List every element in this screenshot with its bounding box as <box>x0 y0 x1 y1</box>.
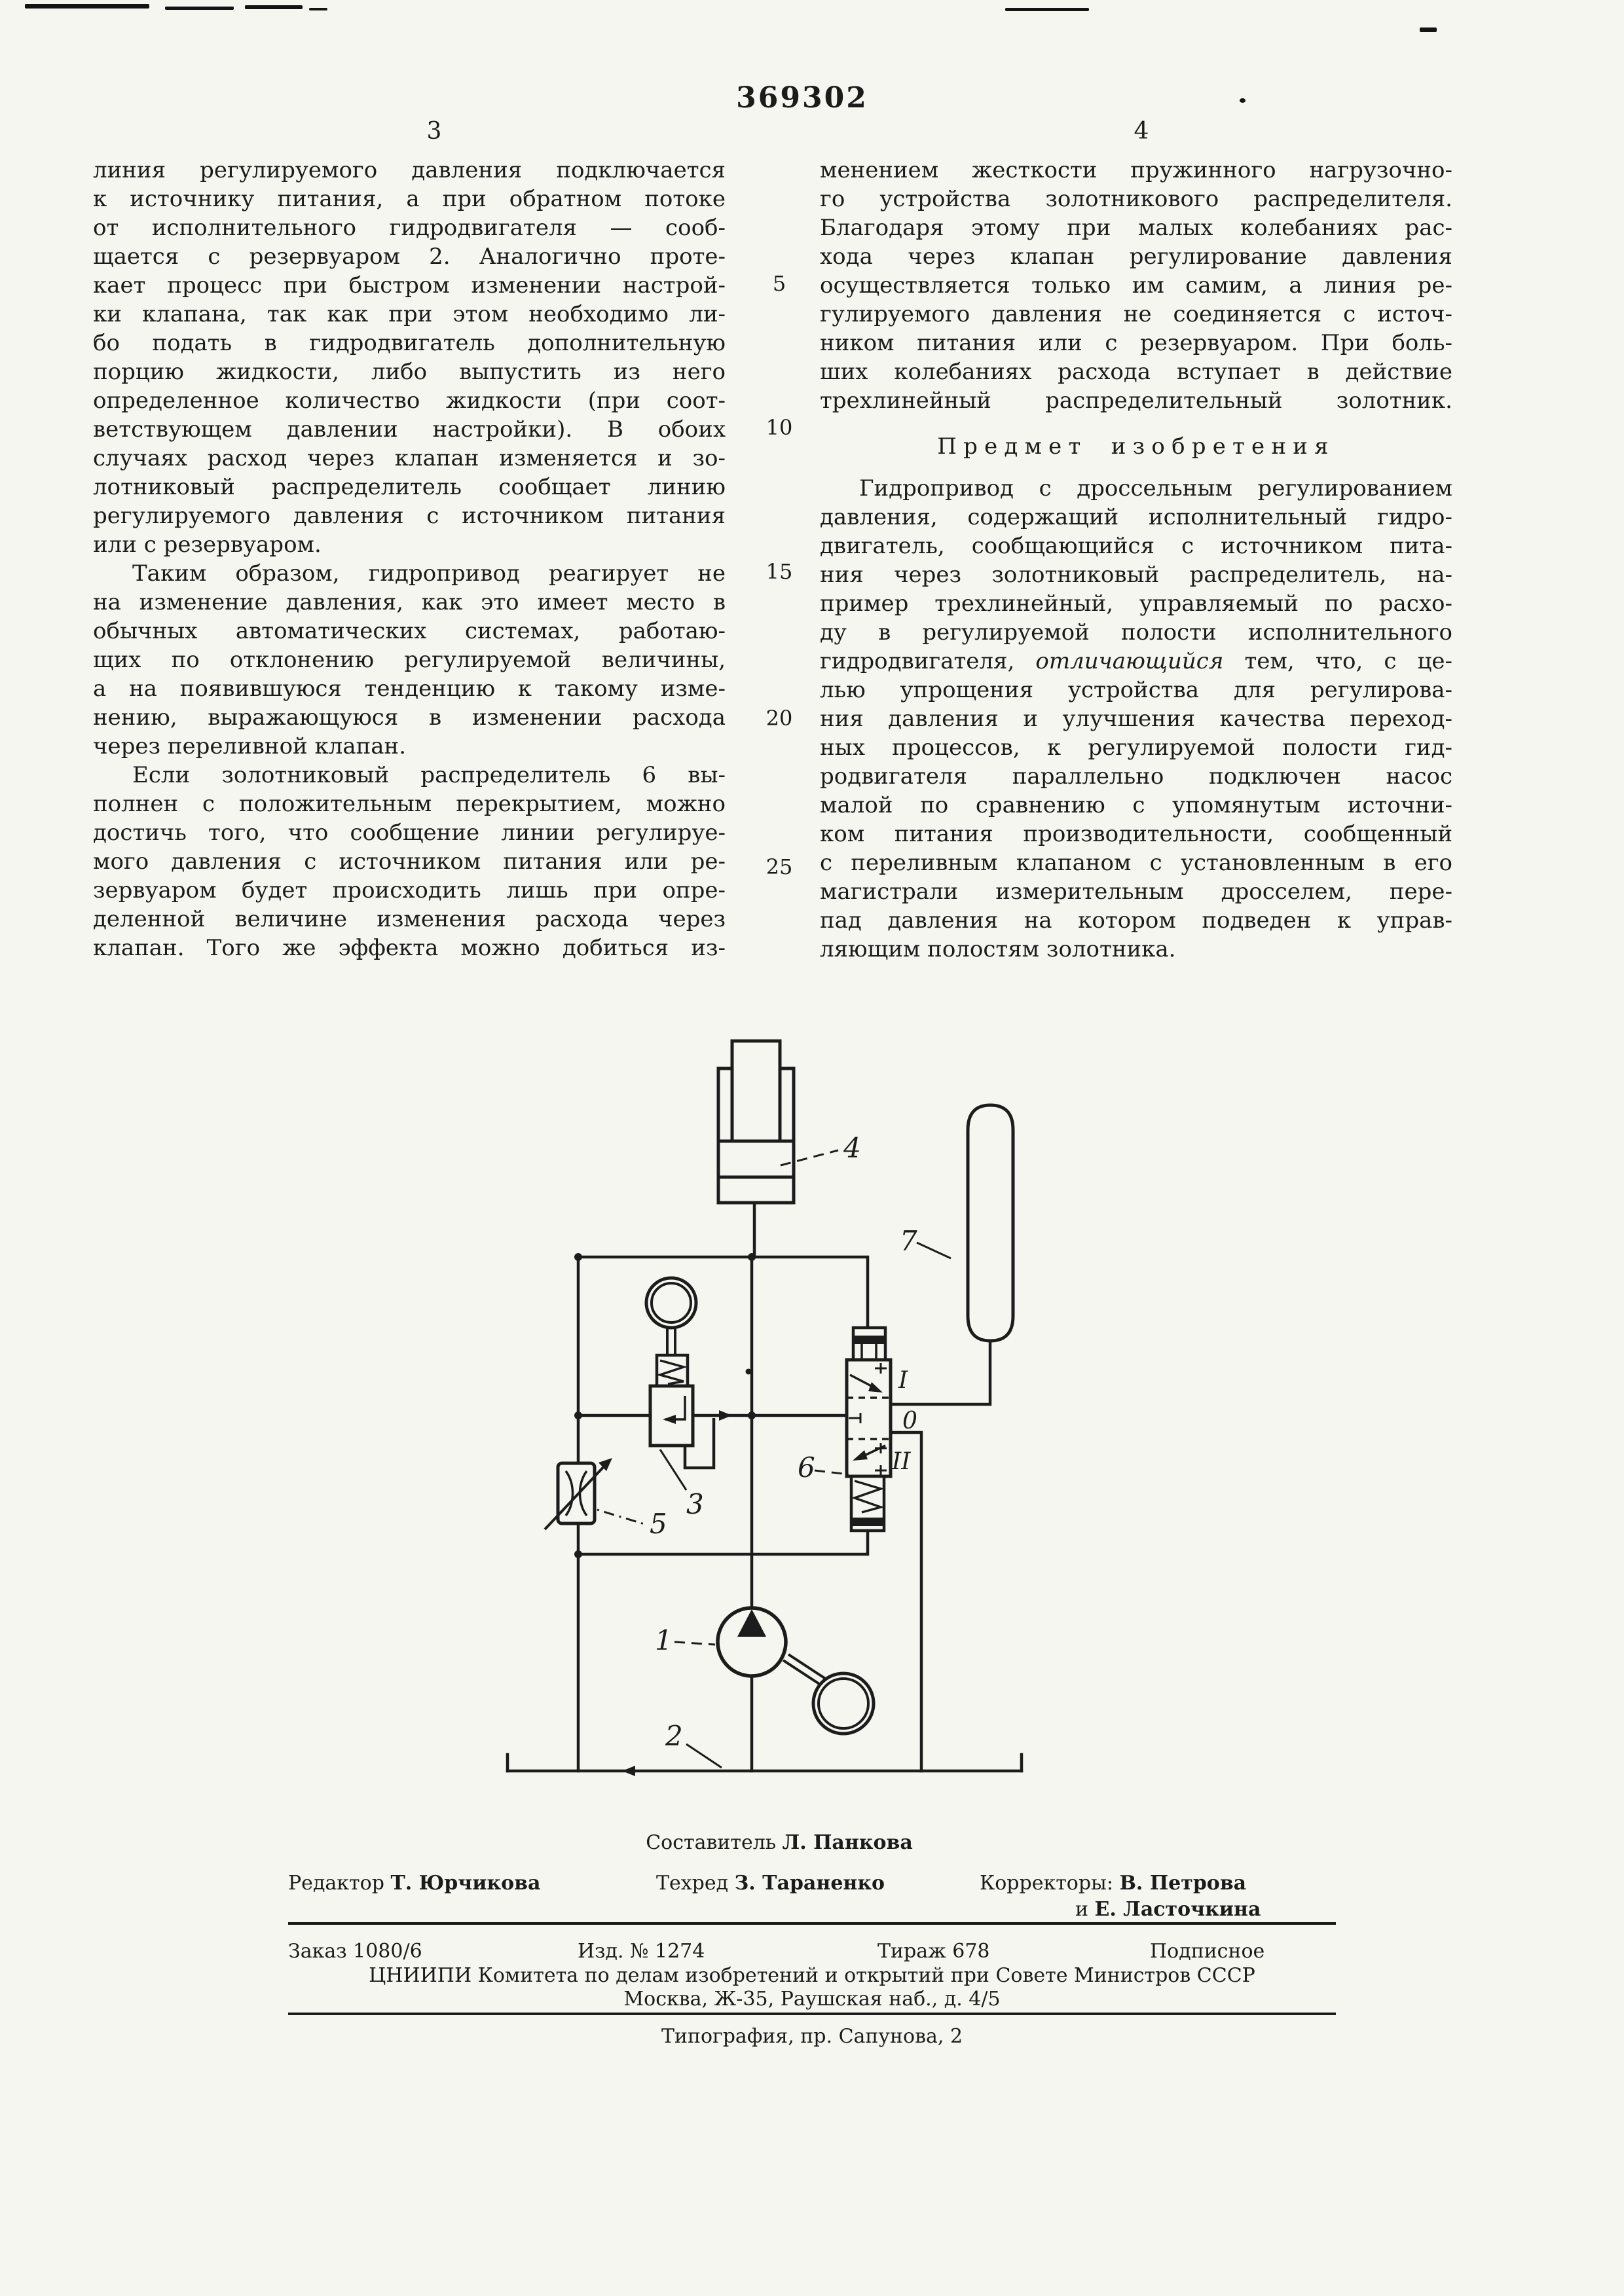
text-line: к источнику питания, а при обратном потоке <box>93 186 726 212</box>
text-line: порцию жидкости, либо выпустить из него <box>93 359 726 385</box>
footer-order: Заказ 1080/6 <box>288 1940 422 1963</box>
scan-artifact <box>165 7 234 10</box>
flow-arrow <box>719 1410 732 1421</box>
text-line: от исполнительного гидродвигателя — сооб- <box>93 215 726 241</box>
label-pump: 1 <box>655 1624 673 1656</box>
hydraulic-circuit-figure <box>458 1021 1048 1800</box>
line-number-25: 25 <box>766 854 793 879</box>
line-number-10: 10 <box>766 415 793 440</box>
right-column <box>820 156 1452 964</box>
text-line: случаях расход через клапан изменяется и зо- <box>93 445 726 471</box>
throttle-symbol <box>545 1458 612 1529</box>
footer-rule-top <box>288 1922 1336 1925</box>
footer-correctors: Корректоры: В. Петрова <box>980 1872 1247 1895</box>
text-line: родвигателя параллельно подключен насос <box>820 763 1452 790</box>
text-line: лотниковый распределитель сообщает линию <box>93 474 726 500</box>
label-throttle: 5 <box>650 1508 667 1540</box>
text-line: зервуаром будет происходить лишь при опре- <box>93 877 726 903</box>
scan-artifact <box>309 8 327 10</box>
scan-artifact <box>25 4 149 9</box>
text-line: регулируемого давления с источником питания <box>93 503 726 529</box>
text-line: Благодаря этому при малых колебаниях рас- <box>820 215 1452 241</box>
text-line: Если золотниковый распределитель 6 вы- <box>132 762 726 788</box>
text-line: щается с резервуаром 2. Аналогично проте- <box>93 244 726 270</box>
left-column-text <box>93 156 726 962</box>
text-line: пример трехлинейный, управляемый по расхо- <box>820 591 1452 617</box>
text-line: кает процесс при быстром изменении настрой- <box>93 272 726 299</box>
text-line: бо подать в гидродвигатель дополнительную <box>93 330 726 356</box>
scan-artifact <box>245 5 303 9</box>
scan-artifact <box>1240 98 1246 103</box>
text-line: мого давления с источником питания или ре- <box>93 848 726 875</box>
scan-artifact <box>1420 27 1437 32</box>
label-position-ii: II <box>892 1448 911 1475</box>
footer-address: Москва, Ж-35, Раушская наб., д. 4/5 <box>623 1988 1001 2011</box>
text-line: ду в регулируемой полости исполнительного <box>820 619 1452 646</box>
text-line: хода через клапан регулирование давления <box>820 244 1452 270</box>
text-line: линия регулируемого давления подключается <box>93 157 726 183</box>
text-line: или с резервуаром. <box>93 532 322 558</box>
right-column-intro <box>820 156 1452 415</box>
column-number-left: 3 <box>426 118 442 145</box>
footer-compiler: Составитель Л. Панкова <box>646 1831 913 1854</box>
label-accumulator: 7 <box>900 1225 917 1257</box>
top-line-to-pilot <box>578 1257 868 1328</box>
text-line: менением жесткости пружинного нагрузочно- <box>820 157 1452 183</box>
text-line: определенное количество жидкости (при соот- <box>93 388 726 414</box>
text-line: лью упрощения устройства для регулирова- <box>820 677 1452 703</box>
cylinder-symbol <box>718 1041 794 1203</box>
accumulator-symbol <box>968 1105 1013 1341</box>
footer-correctors-2: и Е. Ласточкина <box>1075 1898 1261 1921</box>
label-spool-valve: 6 <box>798 1451 815 1484</box>
relief-valve-symbol <box>646 1278 714 1468</box>
text-line: гулируемого давления не соединяется с источ- <box>820 301 1452 327</box>
footer-circulation: Тираж 678 <box>877 1940 990 1963</box>
text-line: через переливной клапан. <box>93 733 407 759</box>
text-line: Таким образом, гидропривод реагирует не <box>132 560 726 587</box>
text-line: трехлинейный распределительный золотник. <box>820 388 1452 414</box>
spool-valve-symbol <box>847 1328 891 1531</box>
text-line: ных процессов, к регулируемой полости гид- <box>820 735 1452 761</box>
text-line: пад давления на котором подведен к управ- <box>820 907 1452 934</box>
footer-editor: Редактор Т. Юрчикова <box>288 1872 541 1895</box>
text-line: на изменение давления, как это имеет место в <box>93 589 726 615</box>
label-position-i: I <box>898 1367 908 1394</box>
patent-number: 369302 <box>736 81 868 115</box>
footer-subscription: Подписное <box>1150 1940 1265 1963</box>
footer-techred: Техред З. Тараненко <box>656 1872 885 1895</box>
footer-organization: ЦНИИПИ Комитета по делам изобретений и открытий при Совете Министров СССР <box>369 1964 1255 1987</box>
footer-rule-bottom <box>288 2013 1336 2015</box>
claim-text <box>820 474 1452 964</box>
footer-edition: Изд. № 1274 <box>578 1940 705 1963</box>
pilot-return-line <box>578 1531 868 1554</box>
text-line: клапан. Того же эффекта можно добиться из- <box>93 935 726 961</box>
pump-symbol <box>718 1608 874 1734</box>
text-line: а на появившуюся тенденцию к такому изме- <box>93 676 726 702</box>
text-line: гидродвигателя, отличающийся тем, что, с це- <box>820 648 1453 674</box>
text-line: деленной величине изменения расхода через <box>93 906 726 932</box>
text-line: полнен с положительным перекрытием, можно <box>93 791 726 817</box>
text-line: ляющим полостям золотника. <box>820 936 1176 962</box>
left-column <box>93 156 726 962</box>
text-line: ветствующем давлении настройки). В обоих <box>93 416 726 443</box>
text-line: Гидропривод с дроссельным регулированием <box>859 475 1452 501</box>
footer-printer: Типография, пр. Сапунова, 2 <box>661 2025 963 2048</box>
text-line: магистрали измерительным дросселем, пере- <box>820 879 1452 905</box>
text-line: давления, содержащий исполнительный гидро- <box>820 504 1452 530</box>
text-line: ником питания или с резервуаром. При боль- <box>820 330 1452 356</box>
text-line: нению, выражающуюся в изменении расхода <box>93 704 726 731</box>
text-line: достичь того, что сообщение линии регулируе- <box>93 820 726 846</box>
text-line: го устройства золотникового распределителя. <box>820 186 1452 212</box>
label-relief-valve: 3 <box>686 1488 704 1520</box>
text-line: малой по сравнению с упомянутым источни- <box>820 792 1452 818</box>
text-line: обычных автоматических системах, работаю- <box>93 618 726 644</box>
motor-symbol <box>813 1673 874 1734</box>
line-number-20: 20 <box>766 706 793 731</box>
line-number-5: 5 <box>772 271 786 296</box>
label-position-0: 0 <box>902 1408 917 1434</box>
column-number-right: 4 <box>1134 118 1149 145</box>
label-cylinder: 4 <box>843 1132 861 1164</box>
text-line: ки клапана, так как при этом необходимо ли- <box>93 301 726 327</box>
text-line: ших колебаниях расхода вступает в действие <box>820 359 1452 385</box>
label-tank: 2 <box>665 1720 683 1752</box>
claim-heading: Предмет изобретения <box>937 433 1335 460</box>
text-line: двигатель, сообщающийся с источником пита- <box>820 533 1452 559</box>
text-line: ния через золотниковый распределитель, на- <box>820 562 1452 588</box>
text-line: ния давления и улучшения качества переход- <box>820 706 1452 732</box>
valve-tank-line <box>891 1432 921 1771</box>
scan-artifact <box>1005 8 1089 11</box>
line-number-15: 15 <box>766 559 793 584</box>
text-line: ком питания производительности, сообщенный <box>820 821 1452 847</box>
flow-arrow <box>622 1766 635 1776</box>
text-line: осуществляется только им самим, а линия ре- <box>820 272 1452 299</box>
text-line: с переливным клапаном с установленным в его <box>820 850 1452 876</box>
text-line: щих по отклонению регулируемой величины, <box>93 647 726 673</box>
